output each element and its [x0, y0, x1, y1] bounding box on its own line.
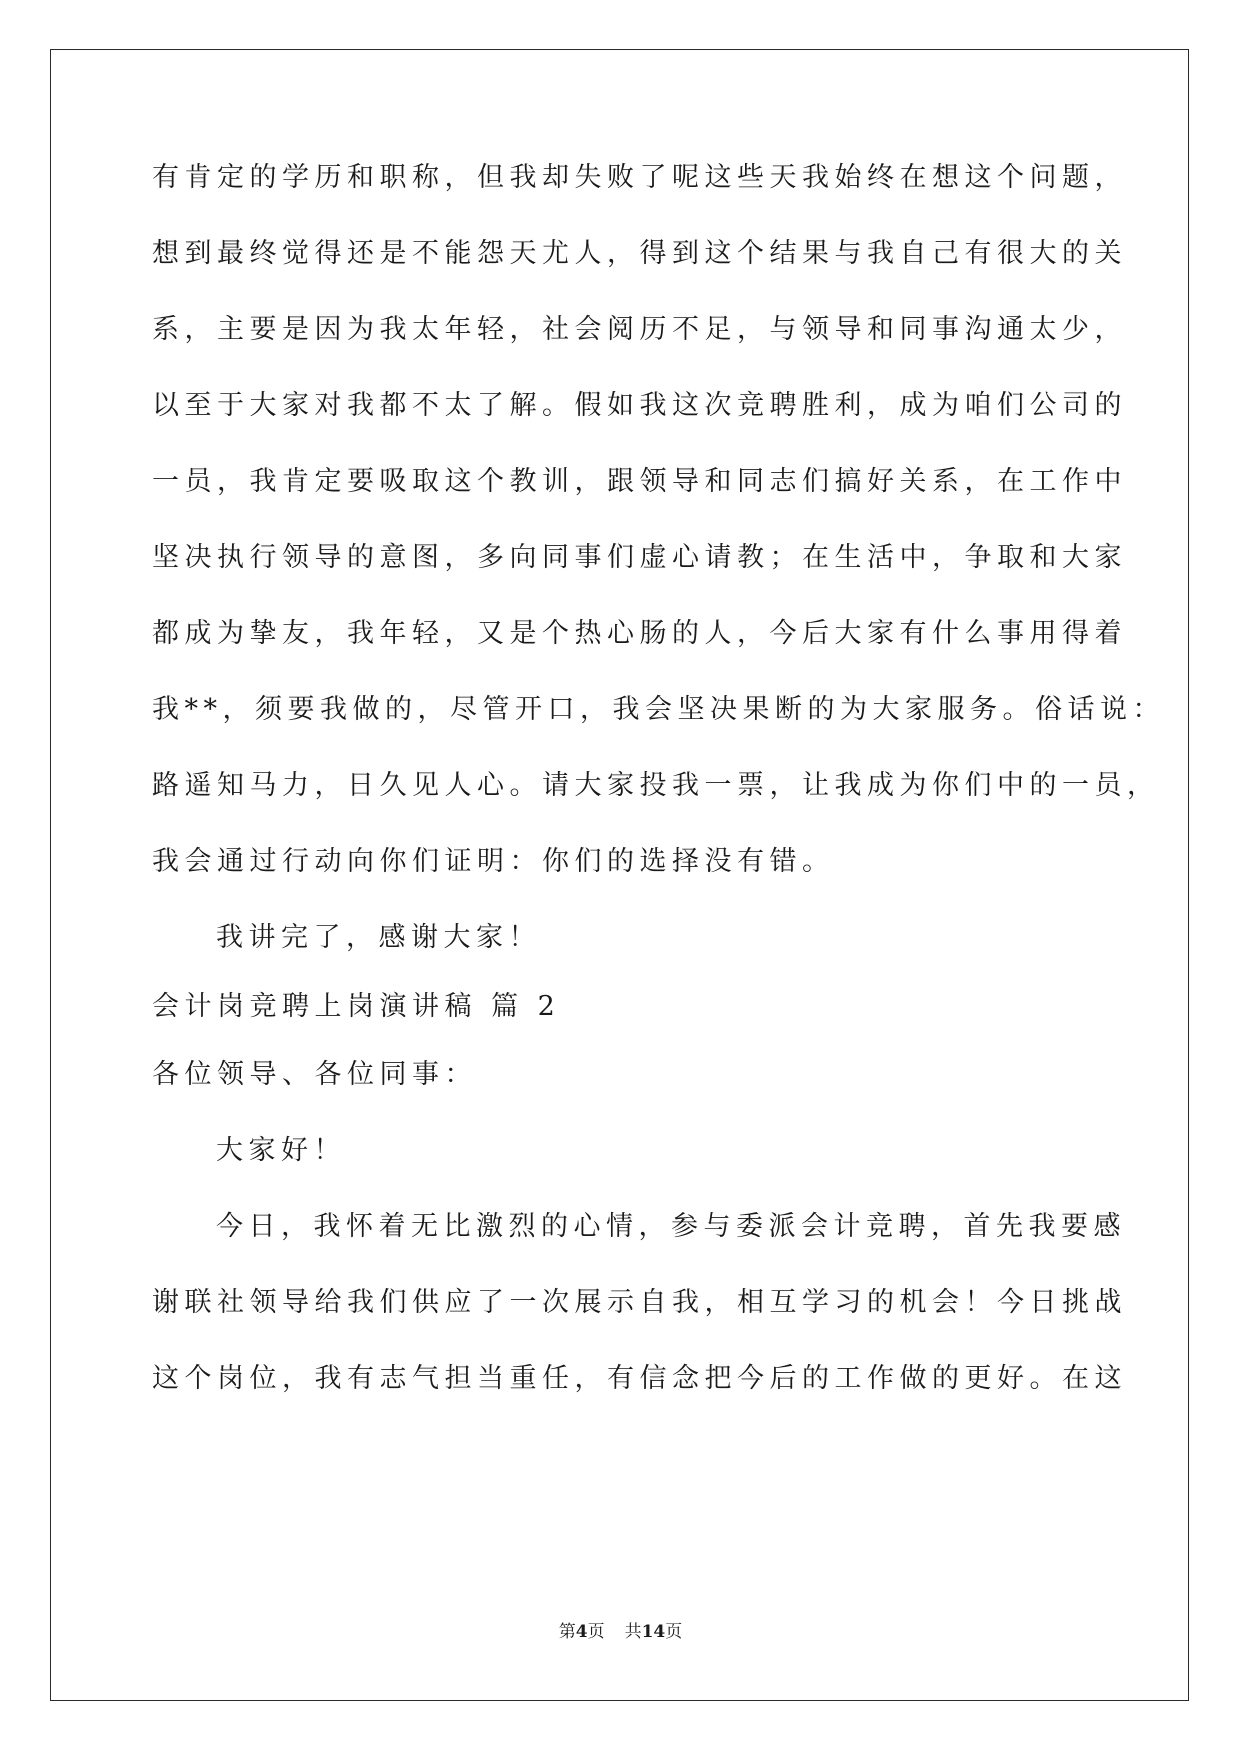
document-body	[152, 140, 1165, 1417]
salutation: 各位领导、各位同事：	[152, 1059, 477, 1090]
paragraph-line: 这个岗位，我有志气担当重任，有信念把今后的工作做的更好。在这	[152, 1363, 1127, 1394]
page-number: 4	[575, 1622, 588, 1642]
paragraph-line: 路遥知马力，日久见人心。请大家投我一票，让我成为你们中的一员，	[152, 770, 1160, 801]
total-prefix: 共	[624, 1622, 642, 1642]
total-suffix: 页	[665, 1622, 683, 1642]
paragraph-line: 都成为挚友，我年轻，又是个热心肠的人，今后大家有什么事用得着	[152, 618, 1127, 649]
paragraph-line: 以至于大家对我都不太了解。假如我这次竞聘胜利，成为咱们公司的	[152, 390, 1127, 421]
paragraph-line: 一员，我肯定要吸取这个教训，跟领导和同志们搞好关系，在工作中	[152, 466, 1127, 497]
total-pages: 14	[641, 1622, 666, 1642]
section-heading: 会计岗竞聘上岗演讲稿 篇 2	[152, 991, 561, 1022]
page-suffix: 页	[587, 1622, 605, 1642]
paragraph-line: 有肯定的学历和职称，但我却失败了呢这些天我始终在想这个问题，	[152, 162, 1127, 193]
paragraph-line: 系，主要是因为我太年轻，社会阅历不足，与领导和同事沟通太少，	[152, 314, 1127, 345]
page-footer	[0, 1620, 1241, 1644]
paragraph-line: 坚决执行领导的意图，多向同事们虚心请教；在生活中，争取和大家	[152, 542, 1127, 573]
paragraph-line: 今日，我怀着无比激烈的心情，参与委派会计竞聘，首先我要感	[216, 1211, 1126, 1242]
closing-line: 我讲完了，感谢大家！	[216, 922, 541, 953]
paragraph-line: 我会通过行动向你们证明：你们的选择没有错。	[152, 846, 835, 877]
paragraph-line: 我**，须要我做的，尽管开口，我会坚决果断的为大家服务。俗话说：	[152, 694, 1165, 725]
greeting: 大家好！	[216, 1135, 346, 1166]
paragraph-line: 想到最终觉得还是不能怨天尤人，得到这个结果与我自己有很大的关	[152, 238, 1127, 269]
page-prefix: 第	[558, 1622, 576, 1642]
paragraph-line: 谢联社领导给我们供应了一次展示自我，相互学习的机会！今日挑战	[152, 1287, 1127, 1318]
